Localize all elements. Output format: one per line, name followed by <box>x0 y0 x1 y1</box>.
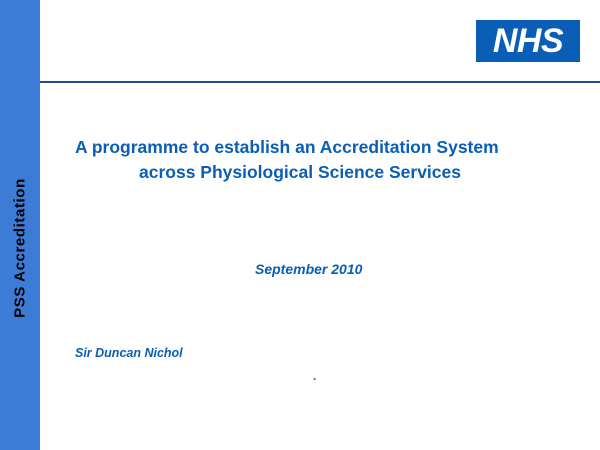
slide-date: September 2010 <box>255 261 363 277</box>
slide-title-line-2: across Physiological Science Services <box>139 162 461 182</box>
sidebar-title: PSS Accreditation <box>11 178 29 318</box>
header-divider <box>40 81 600 83</box>
sidebar <box>0 0 40 450</box>
slide-title-line-1: A programme to establish an Accreditation System <box>75 137 499 157</box>
slide-author: Sir Duncan Nichol <box>75 346 183 360</box>
nhs-logo: NHS <box>476 20 580 62</box>
footnote-mark: . <box>313 369 317 383</box>
